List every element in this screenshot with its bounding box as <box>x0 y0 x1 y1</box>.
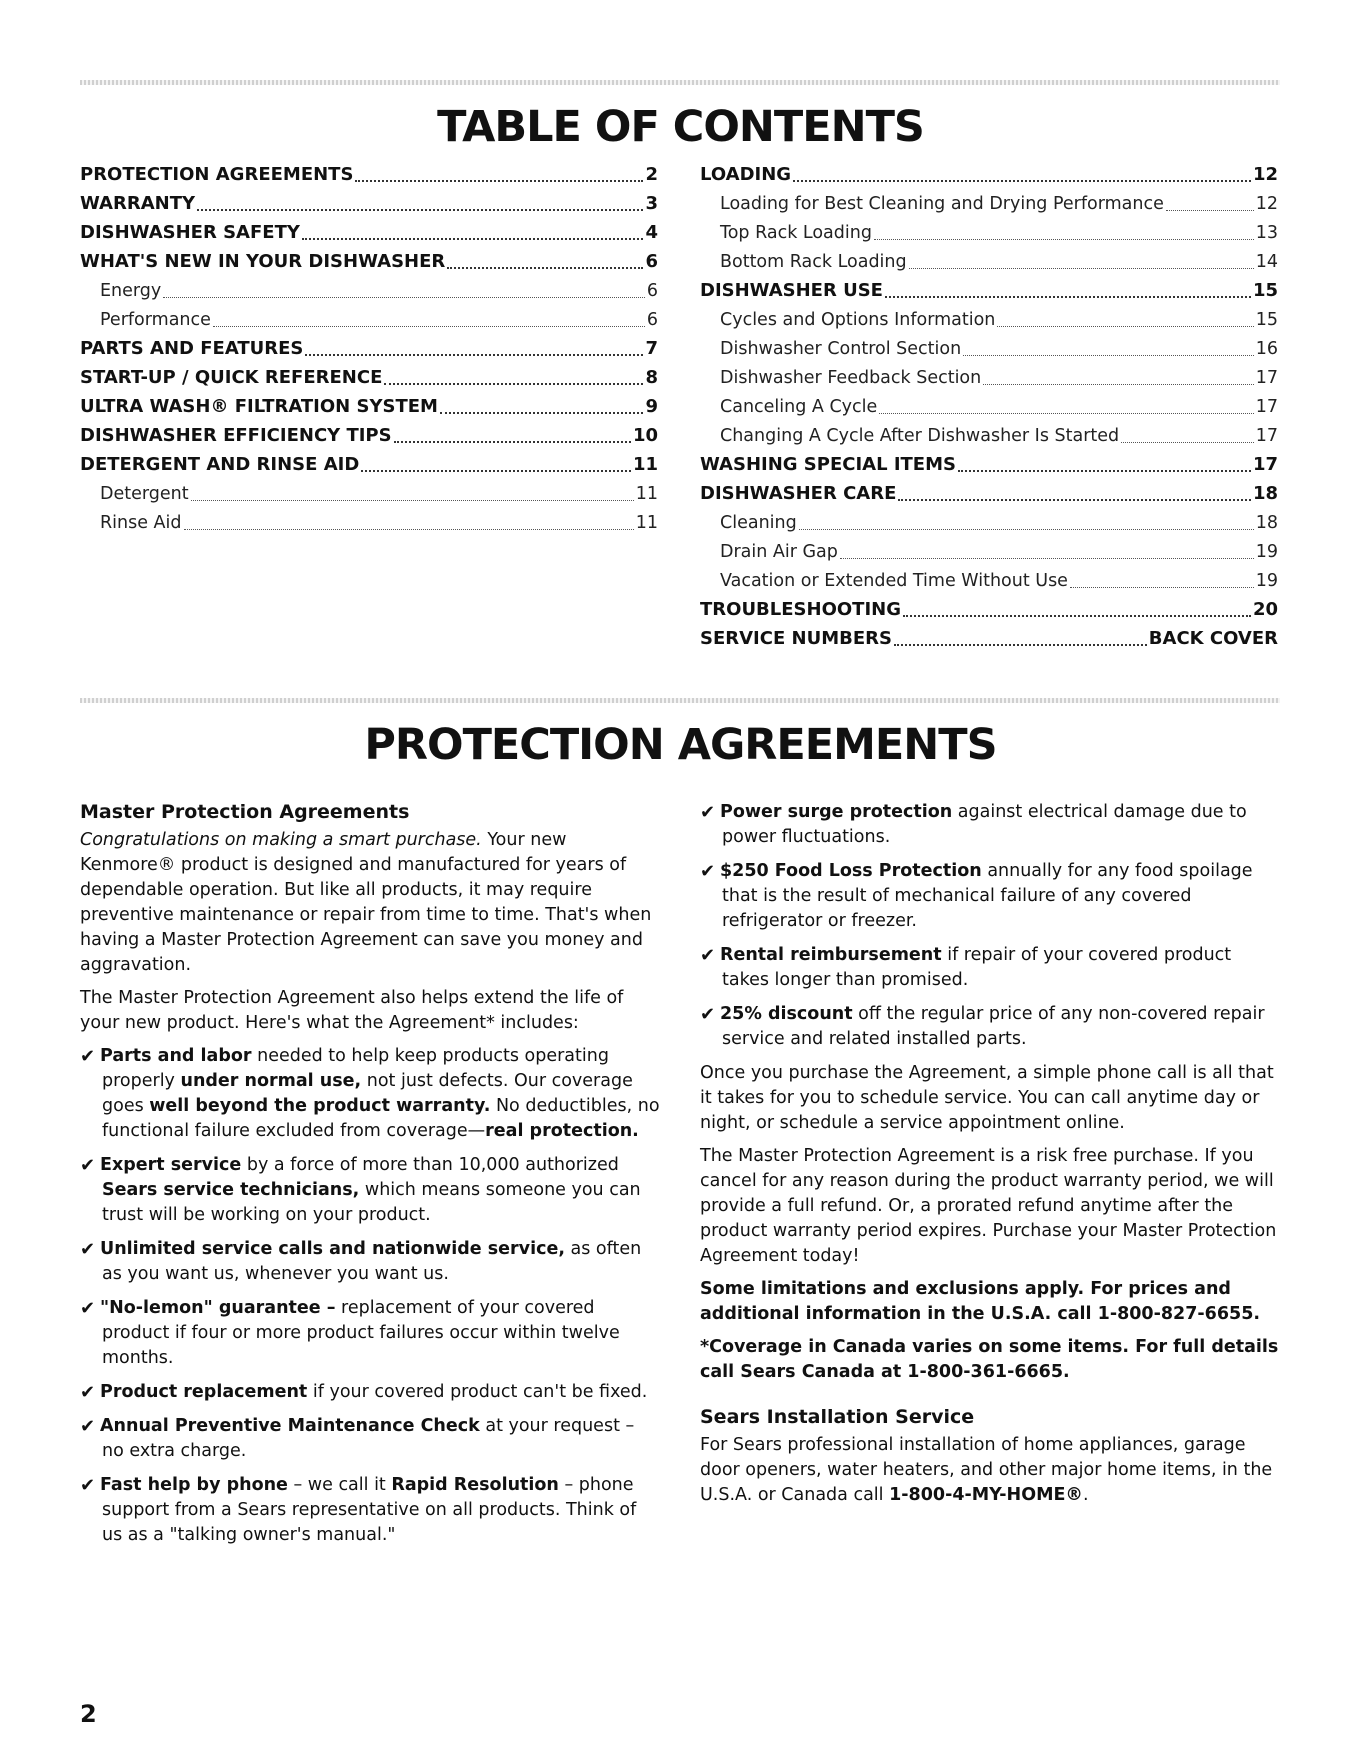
toc-entry[interactable] <box>700 307 1278 333</box>
toc-entry-label: WASHING SPECIAL ITEMS <box>700 454 956 475</box>
toc-entry-label: WARRANTY <box>80 193 196 214</box>
toc-entry-label: PROTECTION AGREEMENTS <box>80 164 354 185</box>
benefit-text-part: by a force of more than 10,000 authorized <box>241 1155 619 1175</box>
toc-entry-page: 14 <box>1255 252 1278 272</box>
benefit-text-part: off the regular price of any non-covered repair service and related installed parts. <box>722 1004 1265 1049</box>
benefit-text <box>722 943 1280 993</box>
intro-paragraph <box>80 828 660 978</box>
benefit-text-part: not just defects. Our coverage goes <box>102 1071 633 1116</box>
benefit-text <box>722 800 1280 850</box>
toc-dot-leader <box>903 615 1251 617</box>
toc-dot-leader <box>447 267 643 269</box>
toc-entry[interactable] <box>700 597 1278 623</box>
benefit-parts-labor <box>80 1044 660 1144</box>
toc-dot-leader <box>302 238 644 240</box>
toc-title: TABLE OF CONTENTS <box>437 102 924 152</box>
toc-dot-leader <box>840 558 1254 559</box>
toc-entry-label: Vacation or Extended Time Without Use <box>720 571 1068 591</box>
toc-entry[interactable] <box>700 481 1278 507</box>
benefit-text-part: if your covered product can't be fixed. <box>307 1382 648 1402</box>
toc-entry-label: Top Rack Loading <box>720 223 872 243</box>
toc-dot-leader <box>898 499 1251 501</box>
toc-dot-leader <box>879 413 1253 414</box>
toc-dot-leader <box>1070 587 1254 588</box>
toc-entry[interactable] <box>80 191 658 217</box>
toc-entry-page: 18 <box>1252 483 1278 504</box>
intro-italic: Congratulations on making a smart purchase. <box>80 830 482 850</box>
toc-entry[interactable] <box>700 191 1278 217</box>
benefit-bold: Fast help by phone <box>100 1475 288 1495</box>
checkmark-icon: ✔ <box>700 861 716 882</box>
toc-entry[interactable] <box>700 278 1278 304</box>
toc-dot-leader <box>163 297 645 298</box>
toc-entry-page: 19 <box>1255 571 1278 591</box>
toc-entry-page: 9 <box>645 396 658 417</box>
checkmark-icon: ✔ <box>80 1239 96 1260</box>
toc-dot-leader <box>1166 210 1254 211</box>
toc-entry[interactable] <box>80 510 658 536</box>
benefit-text-part: against electrical damage due to power fluctuations. <box>722 802 1247 847</box>
benefit-text-part: – we call it <box>287 1475 392 1495</box>
toc-entry-page: 18 <box>1255 513 1278 533</box>
installation-text: For Sears professional installation of home appliances, garage door openers, water heaters, and other major home items, in the U.S.A. or Canada call <box>700 1435 1273 1505</box>
benefit-bold: Power surge protection <box>720 802 953 822</box>
benefit-text-part: at your request – no extra charge. <box>102 1416 635 1461</box>
toc-entry-label: Cycles and Options Information <box>720 310 996 330</box>
toc-entry[interactable] <box>700 423 1278 449</box>
toc-entry-label: Drain Air Gap <box>720 542 838 562</box>
toc-entry[interactable] <box>80 452 658 478</box>
toc-entry-label: Energy <box>100 281 162 301</box>
toc-entry-page: 6 <box>646 310 658 330</box>
toc-entry-label: LOADING <box>700 164 792 185</box>
toc-entry-page: 11 <box>635 484 658 504</box>
toc-entry[interactable] <box>700 365 1278 391</box>
toc-entry[interactable] <box>700 220 1278 246</box>
benefit-food-loss <box>700 859 1280 934</box>
toc-entry-label: DISHWASHER USE <box>700 280 883 301</box>
benefit-text-part: which means someone you can trust will be working on your product. <box>102 1180 641 1225</box>
checkmark-icon: ✔ <box>80 1382 96 1403</box>
checkmark-icon: ✔ <box>700 802 716 823</box>
toc-entry-label: START-UP / QUICK REFERENCE <box>80 367 383 388</box>
toc-entry-page: 10 <box>632 425 658 446</box>
benefit-text-part: if repair of your covered product takes longer than promised. <box>722 945 1232 990</box>
toc-entry-label: Rinse Aid <box>100 513 182 533</box>
toc-dot-leader <box>894 644 1147 646</box>
toc-entry-label: Changing A Cycle After Dishwasher Is Started <box>720 426 1120 446</box>
toc-entry-label: Performance <box>100 310 211 330</box>
toc-entry-label: Dishwasher Feedback Section <box>720 368 982 388</box>
toc-entry-label: PARTS AND FEATURES <box>80 338 304 359</box>
benefit-power-surge <box>700 800 1280 850</box>
toc-entry-label: DISHWASHER SAFETY <box>80 222 300 243</box>
toc-entry-label: WHAT'S NEW IN YOUR DISHWASHER <box>80 251 446 272</box>
toc-entry[interactable] <box>700 626 1278 652</box>
top-divider <box>80 80 1280 85</box>
risk-free-paragraph: The Master Protection Agreement is a risk free purchase. If you cancel for any reason during the product warranty period, we will provide a full refund. Or, a prorated refund anytime after the product warranty period expires. Purchase your Master Protection Agreement today! <box>700 1146 1277 1266</box>
benefit-bold: Parts and labor <box>100 1046 252 1066</box>
toc-entry-page: 15 <box>1252 280 1278 301</box>
benefit-text <box>722 859 1280 934</box>
toc-entry[interactable] <box>80 336 658 362</box>
toc-entry[interactable] <box>80 394 658 420</box>
toc-entry[interactable] <box>700 249 1278 275</box>
toc-entry-page: 17 <box>1255 397 1278 417</box>
benefit-bold: Product replacement <box>100 1382 308 1402</box>
toc-dot-leader <box>361 470 631 472</box>
protection-title: PROTECTION AGREEMENTS <box>364 720 997 770</box>
toc-entry-page: 2 <box>645 164 658 185</box>
toc-entry-page: 6 <box>646 281 658 301</box>
benefit-text <box>102 1044 660 1144</box>
toc-entry-label: Cleaning <box>720 513 797 533</box>
benefit-text-part: annually for any food spoilage that is the result of mechanical failure of any covered refrigerator or freezer. <box>722 861 1253 931</box>
toc-entry[interactable] <box>80 220 658 246</box>
benefit-bold: Unlimited service calls and nationwide service, <box>100 1239 565 1259</box>
toc-entry-page: 11 <box>635 513 658 533</box>
installation-phone: 1-800-4-MY-HOME® <box>889 1485 1083 1505</box>
benefit-text <box>102 1153 660 1228</box>
installation-paragraph <box>700 1433 1280 1508</box>
benefit-text <box>102 1296 660 1371</box>
benefit-text-part: needed to help keep products operating properly <box>102 1046 609 1091</box>
toc-entry-label: Loading for Best Cleaning and Drying Performance <box>720 194 1164 214</box>
toc-left-column <box>80 162 658 539</box>
benefit-no-lemon <box>80 1296 660 1371</box>
benefit-bold: Rental reimbursement <box>720 945 942 965</box>
toc-entry-page: 11 <box>632 454 658 475</box>
benefit-bold: "No-lemon" guarantee – <box>100 1298 336 1318</box>
toc-right-column <box>700 162 1278 655</box>
toc-entry-page: 17 <box>1255 368 1278 388</box>
toc-dot-leader <box>355 180 643 182</box>
toc-entry-page: 4 <box>645 222 658 243</box>
toc-dot-leader <box>305 354 643 356</box>
toc-dot-leader <box>384 383 643 385</box>
toc-dot-leader <box>213 326 645 327</box>
toc-entry-page: 12 <box>1255 194 1278 214</box>
master-protection-heading: Master Protection Agreements <box>80 801 410 823</box>
toc-entry-page: 3 <box>645 193 658 214</box>
toc-entry-page: 7 <box>645 338 658 359</box>
protection-right-column <box>700 800 1280 1516</box>
toc-entry-label: DETERGENT AND RINSE AID <box>80 454 360 475</box>
benefit-product-replacement <box>80 1380 660 1405</box>
benefit-bold: 25% discount <box>720 1004 853 1024</box>
toc-dot-leader <box>184 529 634 530</box>
checkmark-icon: ✔ <box>80 1155 96 1176</box>
toc-entry[interactable] <box>700 568 1278 594</box>
toc-entry[interactable] <box>80 307 658 333</box>
toc-entry-label: Canceling A Cycle <box>720 397 878 417</box>
toc-dot-leader <box>983 384 1253 385</box>
benefit-bold: real protection. <box>485 1121 639 1141</box>
toc-entry[interactable] <box>700 394 1278 420</box>
benefit-bold: Rapid Resolution <box>391 1475 559 1495</box>
toc-entry-page: 20 <box>1252 599 1278 620</box>
toc-entry-label: DISHWASHER CARE <box>700 483 897 504</box>
benefit-text-part: as often as you want us, whenever you want us. <box>102 1239 642 1284</box>
toc-dot-leader <box>799 529 1254 530</box>
benefit-maintenance-check <box>80 1414 660 1464</box>
toc-entry-page: 12 <box>1252 164 1278 185</box>
includes-paragraph: The Master Protection Agreement also helps extend the life of your new product. Here's what the Agreement* includes: <box>80 988 624 1033</box>
toc-entry-page: BACK COVER <box>1148 628 1278 649</box>
toc-dot-leader <box>197 209 643 211</box>
toc-entry[interactable] <box>700 162 1278 188</box>
checkmark-icon: ✔ <box>80 1046 96 1067</box>
benefit-unlimited-service <box>80 1237 660 1287</box>
toc-dot-leader <box>958 470 1251 472</box>
page-number: 2 <box>80 1700 97 1728</box>
toc-entry-page: 17 <box>1255 426 1278 446</box>
toc-dot-leader <box>394 441 631 443</box>
toc-entry[interactable] <box>700 452 1278 478</box>
benefit-text <box>102 1414 660 1464</box>
toc-entry[interactable] <box>80 249 658 275</box>
toc-entry[interactable] <box>80 278 658 304</box>
toc-entry[interactable] <box>80 481 658 507</box>
benefit-bold: Sears service technicians, <box>102 1180 360 1200</box>
toc-entry-page: 16 <box>1255 339 1278 359</box>
benefit-expert-service <box>80 1153 660 1228</box>
benefit-fast-help <box>80 1473 660 1548</box>
toc-dot-leader <box>909 268 1254 269</box>
us-limitations-note: Some limitations and exclusions apply. For prices and additional information in the U.S.A. call 1-800-827-6655. <box>700 1279 1261 1324</box>
checkmark-icon: ✔ <box>700 1004 716 1025</box>
benefit-text-part: – phone support from a Sears representative on all products. Think of us as a "talking owner's manual." <box>102 1475 637 1545</box>
toc-entry-label: SERVICE NUMBERS <box>700 628 892 649</box>
toc-dot-leader <box>1121 442 1254 443</box>
toc-entry-label: ULTRA WASH® FILTRATION SYSTEM <box>80 396 438 417</box>
toc-dot-leader <box>874 239 1254 240</box>
toc-entry-label: Detergent <box>100 484 189 504</box>
toc-entry-page: 6 <box>645 251 658 272</box>
toc-entry[interactable] <box>80 365 658 391</box>
toc-entry-page: 8 <box>645 367 658 388</box>
checkmark-icon: ✔ <box>700 945 716 966</box>
toc-dot-leader <box>793 180 1251 182</box>
toc-dot-leader <box>997 326 1253 327</box>
benefit-text <box>102 1380 660 1405</box>
benefit-text <box>102 1473 660 1548</box>
benefit-bold: well beyond the product warranty. <box>149 1096 491 1116</box>
toc-entry-label: Dishwasher Control Section <box>720 339 962 359</box>
schedule-paragraph: Once you purchase the Agreement, a simple phone call is all that it takes for you to schedule service. You can call anytime day or night, or schedule a service appointment online. <box>700 1063 1274 1133</box>
benefit-rental-reimbursement <box>700 943 1280 993</box>
checkmark-icon: ✔ <box>80 1475 96 1496</box>
installation-heading: Sears Installation Service <box>700 1406 975 1428</box>
toc-entry-label: TROUBLESHOOTING <box>700 599 901 620</box>
intro-text: Your new Kenmore® product is designed and manufactured for years of dependable operation. But like all products, it may require preventive maintenance or repair from time to time. That's when having a Master Protection Agreement can save you money and aggravation. <box>80 830 652 975</box>
toc-entry-page: 19 <box>1255 542 1278 562</box>
toc-entry[interactable] <box>80 423 658 449</box>
installation-end: . <box>1082 1485 1089 1505</box>
benefit-bold: Expert service <box>100 1155 242 1175</box>
checkmark-icon: ✔ <box>80 1416 96 1437</box>
canada-coverage-note: *Coverage in Canada varies on some items. For full details call Sears Canada at 1-800-361-6665. <box>700 1337 1279 1382</box>
benefit-text-part: No deductibles, no functional failure excluded from coverage— <box>102 1096 660 1141</box>
section-divider <box>80 698 1280 703</box>
toc-dot-leader <box>963 355 1254 356</box>
toc-dot-leader <box>440 412 644 414</box>
toc-entry[interactable] <box>80 162 658 188</box>
toc-dot-leader <box>191 500 634 501</box>
toc-entry-label: DISHWASHER EFFICIENCY TIPS <box>80 425 392 446</box>
checkmark-icon: ✔ <box>80 1298 96 1319</box>
toc-entry[interactable] <box>700 336 1278 362</box>
toc-entry-page: 17 <box>1252 454 1278 475</box>
benefit-text <box>102 1237 660 1287</box>
toc-entry[interactable] <box>700 510 1278 536</box>
toc-entry-page: 13 <box>1255 223 1278 243</box>
protection-left-column <box>80 800 660 1557</box>
benefit-discount <box>700 1002 1280 1052</box>
toc-entry[interactable] <box>700 539 1278 565</box>
toc-entry-label: Bottom Rack Loading <box>720 252 907 272</box>
benefit-text-part: replacement of your covered product if four or more product failures occur within twelve months. <box>102 1298 620 1368</box>
benefit-text <box>722 1002 1280 1052</box>
benefit-bold: under normal use, <box>180 1071 362 1091</box>
benefit-bold: $250 Food Loss Protection <box>720 861 982 881</box>
toc-entry-page: 15 <box>1255 310 1278 330</box>
toc-dot-leader <box>885 296 1251 298</box>
benefit-bold: Annual Preventive Maintenance Check <box>100 1416 480 1436</box>
